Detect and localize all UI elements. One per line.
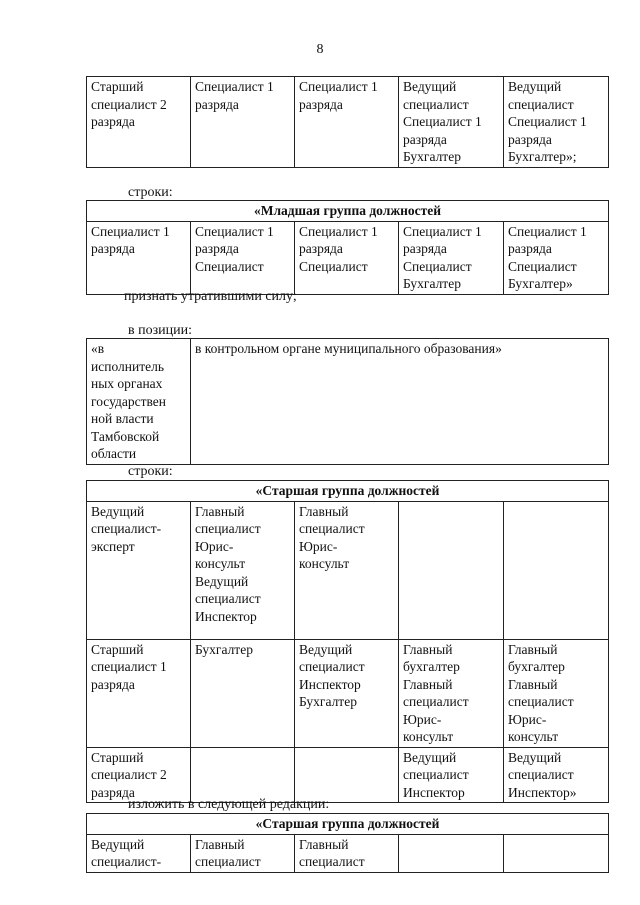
- group-header: «Старшая группа должностей: [87, 481, 609, 502]
- table-cell: Старший специалист 2 разряда: [87, 747, 191, 803]
- table-cell: Ведущий специалист Специалист 1 разряда Бухгалтер: [399, 77, 504, 168]
- table-cell: Главный специалист Юрис- консульт Ведущий специалист Инспектор: [191, 501, 295, 639]
- text-priznat: признать утратившими силу;: [124, 289, 297, 304]
- table-cell: Ведущий специалист- эксперт: [87, 501, 191, 639]
- positions-table-1: [86, 76, 609, 168]
- table-cell: Главный специалист Юрис- консульт: [295, 501, 399, 639]
- table-cell: Специалист 1 разряда: [295, 77, 399, 168]
- positions-table-3: [86, 338, 609, 465]
- table-row: [87, 339, 609, 465]
- table-cell: Главный бухгалтер Главный специалист Юрис- консульт: [399, 639, 504, 747]
- table-cell: Специалист 1 разряда: [87, 221, 191, 294]
- table-row: [87, 221, 609, 294]
- table-cell: Специалист 1 разряда Специалист: [191, 221, 295, 294]
- table-cell: Ведущий специалист Инспектор Бухгалтер: [295, 639, 399, 747]
- page-number: 8: [316, 42, 324, 57]
- table-row: [87, 77, 609, 168]
- positions-table-4: [86, 480, 609, 803]
- table-row: [87, 201, 609, 222]
- table-cell: [504, 834, 609, 872]
- table-cell: [295, 747, 399, 803]
- table-cell: в контрольном органе муниципального образования»: [191, 339, 609, 465]
- table-cell: Главный бухгалтер Главный специалист Юрис- консульт: [504, 639, 609, 747]
- table-cell: «в исполнитель ных органах государствен ной власти Тамбовской области: [87, 339, 191, 465]
- table-row: [87, 639, 609, 747]
- positions-table-5: [86, 813, 609, 873]
- label-stroki: строки:: [128, 464, 173, 479]
- table-cell: [399, 501, 504, 639]
- table-row: [87, 747, 609, 803]
- group-header: «Старшая группа должностей: [87, 814, 609, 835]
- table-cell: Ведущий специалист Инспектор»: [504, 747, 609, 803]
- table-cell: Специалист 1 разряда Специалист: [295, 221, 399, 294]
- text-izlozhit: изложить в следующей редакции:: [128, 797, 330, 812]
- table-cell: [399, 834, 504, 872]
- label-v-pozicii: в позиции:: [128, 323, 192, 338]
- table-cell: Специалист 1 разряда Специалист Бухгалтер: [399, 221, 504, 294]
- table-cell: Ведущий специалист Инспектор: [399, 747, 504, 803]
- table-cell: Главный специалист: [295, 834, 399, 872]
- table-row: [87, 814, 609, 835]
- table-cell: Бухгалтер: [191, 639, 295, 747]
- table-row: [87, 501, 609, 639]
- table-cell: Главный специалист: [191, 834, 295, 872]
- table-cell: [191, 747, 295, 803]
- table-cell: [504, 501, 609, 639]
- table-cell: Старший специалист 1 разряда: [87, 639, 191, 747]
- table-row: [87, 834, 609, 872]
- table-cell: Специалист 1 разряда: [191, 77, 295, 168]
- table-cell: Старший специалист 2 разряда: [87, 77, 191, 168]
- table-cell: Ведущий специалист-: [87, 834, 191, 872]
- label-stroki: строки:: [128, 185, 173, 200]
- group-header: «Младшая группа должностей: [87, 201, 609, 222]
- table-row: [87, 481, 609, 502]
- table-cell: Ведущий специалист Специалист 1 разряда Бухгалтер»;: [504, 77, 609, 168]
- positions-table-2: [86, 200, 609, 295]
- table-cell: Специалист 1 разряда Специалист Бухгалтер»: [504, 221, 609, 294]
